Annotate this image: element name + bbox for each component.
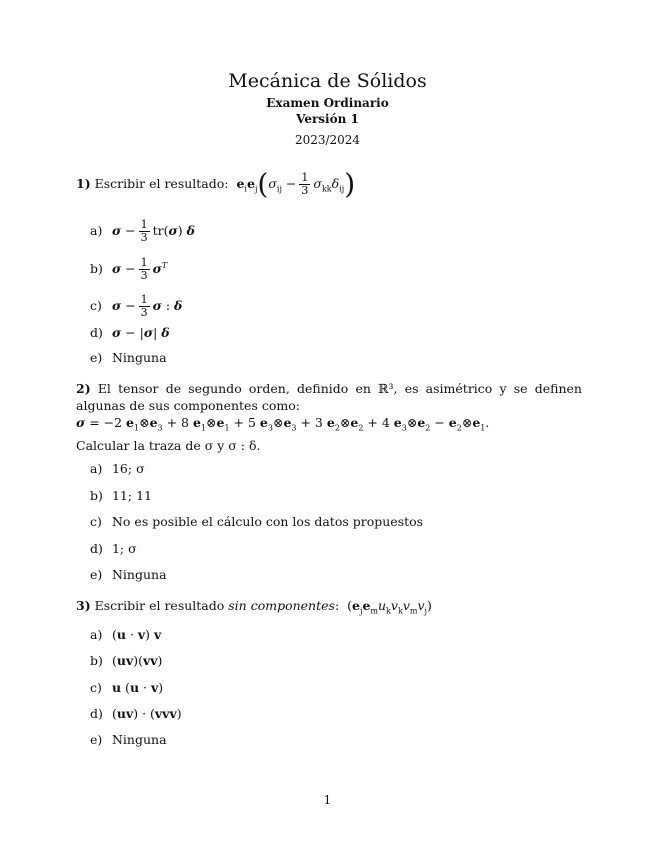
question-1-formula: $e_ie_j(\sigma_{ij}$ − $\frac{1}{3}$ $\sigma_{kk}\delta_{ij}$)	[236, 167, 356, 201]
option-formula: (uv) · (vvv)	[111, 706, 182, 721]
question-number: 3)	[76, 598, 91, 613]
option-text: No es posible el cálculo con los datos propuestos	[111, 514, 424, 529]
question-prompt: Escribir el resultado	[94, 598, 225, 613]
question-prompt: Escribir el resultado:	[94, 176, 229, 191]
exam-version: Versión 1	[296, 112, 359, 126]
option-text: Ninguna	[111, 732, 167, 747]
q3-option-b: b) (uv)(vv)	[90, 653, 163, 668]
question-instruction: Calcular la traza de σ y σ : δ.	[76, 437, 261, 453]
q1-option-a: a) σ − $\frac{1}{3}$ tr(σ) δ	[90, 218, 195, 244]
option-text: Ninguna	[111, 567, 167, 582]
option-formula: σ − $\frac{1}{3}$ tr(σ) δ	[111, 218, 195, 244]
option-formula: σ − $\frac{1}{3}$ $\sigma^T$	[111, 256, 168, 282]
option-formula: (u · v) v	[111, 627, 162, 642]
question-2	[76, 380, 582, 454]
q1-option-c: c) σ − $\frac{1}{3}$ σ : δ	[90, 293, 183, 319]
option-text: 11; 11	[111, 488, 152, 503]
q1-option-b: b) σ − $\frac{1}{3}$ $\sigma^T$	[90, 256, 168, 282]
question-2-formula: σ = −2 $e_1\otimes e_3 + 8$ $e_1\otimes e_1 + 5$ $e_3\otimes e_3 + 3$ $e_2\otimes e_2 + 4$ $e_3\otimes e_2$ − $e_2\otimes e_1$.	[76, 415, 490, 433]
q1-option-d: d) σ − |σ| δ	[90, 325, 170, 340]
exam-type: Examen Ordinario	[266, 96, 389, 110]
q2-option-d: d) 1; σ	[90, 541, 137, 556]
q3-option-c: c) u (u · v)	[90, 680, 164, 695]
question-1	[76, 167, 582, 201]
q3-option-d: d) (uv) · (vvv)	[90, 706, 182, 721]
page-title: Mecánica de Sólidos	[228, 70, 427, 92]
question-number: 2)	[76, 381, 91, 396]
question-3: 3) Escribir el resultado sin componentes: $(e_je_mu_kv_kv_mv_j)$	[76, 598, 432, 616]
q3-option-e: e) Ninguna	[90, 732, 167, 747]
question-text: El tensor de segundo orden, definido en ℝ³, es asimétrico y se definen algunas de sus componentes como:	[76, 381, 582, 413]
q2-option-b: b) 11; 11	[90, 488, 152, 503]
q2-option-a: a) 16; σ	[90, 461, 145, 476]
q3-option-a: a) (u · v) v	[90, 627, 162, 642]
option-formula: (uv)(vv)	[111, 653, 163, 668]
q1-option-e: e) Ninguna	[90, 350, 167, 365]
option-text: Ninguna	[111, 350, 167, 365]
question-number: 1)	[76, 176, 91, 191]
option-text: 1; σ	[111, 541, 137, 556]
question-3-formula: $(e_je_mu_kv_kv_mv_j)$	[343, 598, 432, 616]
page-number: 1	[323, 793, 332, 807]
question-prompt-italic: sin componentes	[228, 598, 335, 613]
option-text: 16; σ	[111, 461, 145, 476]
q2-option-e: e) Ninguna	[90, 567, 167, 582]
q2-option-c: c) No es posible el cálculo con los datos propuestos	[90, 514, 424, 529]
option-formula: σ − $\frac{1}{3}$ σ : δ	[111, 293, 183, 319]
option-formula: u (u · v)	[111, 680, 164, 695]
academic-year: 2023/2024	[294, 133, 361, 147]
option-formula: σ − |σ| δ	[111, 325, 170, 340]
